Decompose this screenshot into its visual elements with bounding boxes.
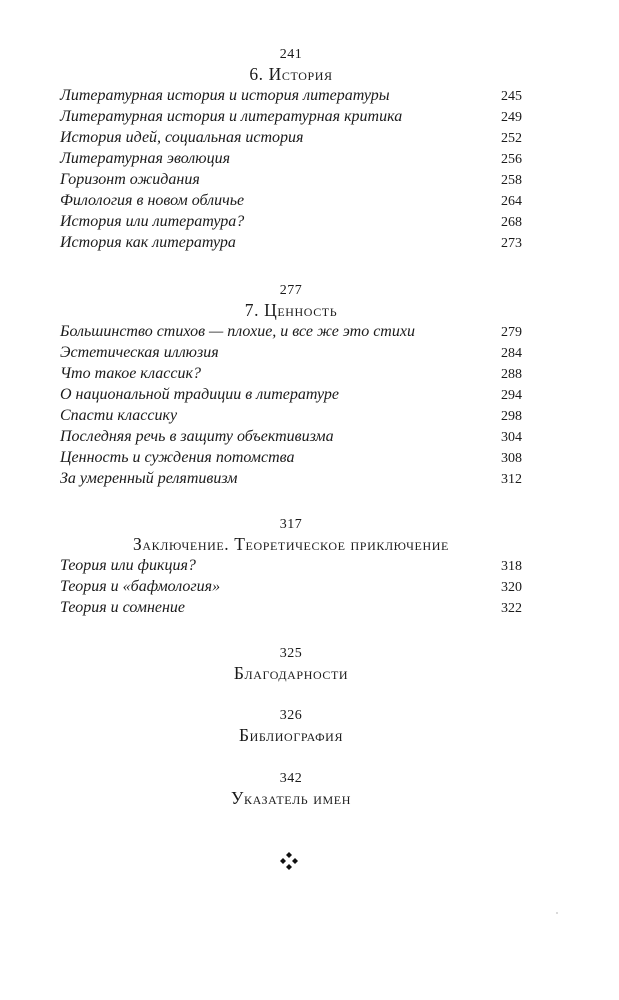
toc-entry-title: За умеренный релятивизм — [60, 470, 238, 487]
toc-section-value — [60, 283, 522, 489]
toc-entry-page: 304 — [501, 430, 522, 445]
section-start-page: 325 — [279, 646, 303, 661]
toc-entry[interactable] — [60, 342, 522, 363]
toc-entry-title: Эстетическая иллюзия — [60, 344, 219, 361]
toc-entry-page: 264 — [501, 194, 522, 209]
toc-entry-page: 288 — [501, 367, 522, 382]
toc-entry-title: Литературная история и литературная критика — [60, 108, 403, 125]
section-start-page: 277 — [279, 283, 303, 298]
toc-entry-title: Теория и «бафмология» — [60, 578, 221, 595]
toc-section-history — [60, 47, 522, 253]
toc-entry[interactable] — [60, 148, 522, 169]
toc-entry-page: 252 — [501, 131, 522, 146]
toc-entry-page: 318 — [501, 559, 522, 574]
toc-entry-page: 258 — [501, 173, 522, 188]
section-heading: 7. Ценность — [244, 300, 338, 320]
toc-entry-page: 320 — [501, 580, 522, 595]
toc-entry[interactable] — [60, 468, 522, 489]
toc-entry-title: Теория или фикция? — [60, 557, 196, 574]
toc-entry-title: Что такое классик? — [60, 365, 201, 382]
toc-entry[interactable] — [60, 85, 522, 106]
toc-entry[interactable] — [60, 190, 522, 211]
toc-section-conclusion — [60, 517, 522, 618]
toc-entry[interactable] — [60, 405, 522, 426]
toc-entry-page: 268 — [501, 215, 522, 230]
toc-entry-page: 298 — [501, 409, 522, 424]
paper-speck — [556, 912, 558, 914]
section-start-page: 317 — [279, 517, 303, 532]
toc-section-bibliography[interactable] — [60, 708, 522, 746]
toc-entry[interactable] — [60, 321, 522, 342]
toc-entry[interactable] — [60, 597, 522, 618]
section-start-page: 342 — [279, 771, 303, 786]
section-heading: Указатель имен — [230, 788, 352, 808]
toc-entry-title: Литературная история и история литературы — [60, 87, 390, 104]
toc-entry-page: 312 — [501, 472, 522, 487]
toc-entry-title: История или литература? — [60, 213, 245, 230]
toc-entry[interactable] — [60, 169, 522, 190]
toc-section-acknowledgements[interactable] — [60, 646, 522, 684]
toc-entry-title: История идей, социальная история — [60, 129, 304, 146]
toc-entry-title: О национальной традиции в литературе — [60, 386, 339, 403]
toc-entry[interactable] — [60, 426, 522, 447]
toc-section-name-index[interactable] — [60, 771, 522, 809]
section-heading: Заключение. Теоретическое приключение — [133, 534, 449, 554]
section-heading: 6. История — [249, 64, 333, 84]
toc-entry-title: Литературная эволюция — [60, 150, 230, 167]
toc-entry[interactable] — [60, 384, 522, 405]
toc-entry-title: Спасти классику — [60, 407, 178, 424]
toc-entry[interactable] — [60, 106, 522, 127]
section-start-page: 326 — [279, 708, 303, 723]
four-diamond-fleuron-icon — [279, 851, 299, 871]
toc-entry-title: Большинство стихов — плохие, и все же это стихи — [60, 323, 415, 340]
toc-entry[interactable] — [60, 447, 522, 468]
toc-entry-page: 322 — [501, 601, 522, 616]
toc-entry-title: Ценность и суждения потомства — [60, 449, 295, 466]
section-heading: Библиография — [238, 725, 344, 745]
toc-entry-page: 273 — [501, 236, 522, 251]
toc-entry[interactable] — [60, 232, 522, 253]
toc-entry-page: 245 — [501, 89, 522, 104]
toc-entry-page: 294 — [501, 388, 522, 403]
toc-entry[interactable] — [60, 576, 522, 597]
toc-entry[interactable] — [60, 211, 522, 232]
toc-list — [60, 321, 522, 489]
toc-entry-title: Теория и сомнение — [60, 599, 186, 616]
toc-entry-title: Филология в новом обличье — [60, 192, 245, 209]
toc-entry-page: 249 — [501, 110, 522, 125]
toc-entry[interactable] — [60, 555, 522, 576]
toc-entry-page: 284 — [501, 346, 522, 361]
toc-list — [60, 555, 522, 618]
toc-entry-page: 308 — [501, 451, 522, 466]
toc-entry-title: История как литература — [60, 234, 236, 251]
section-start-page: 241 — [279, 47, 303, 62]
toc-entry-title: Горизонт ожидания — [60, 171, 200, 188]
section-heading: Благодарности — [233, 663, 349, 683]
toc-entry[interactable] — [60, 127, 522, 148]
toc-entry-page: 279 — [501, 325, 522, 340]
toc-entry-title: Последняя речь в защиту объективизма — [60, 428, 334, 445]
toc-list — [60, 85, 522, 253]
toc-entry-page: 256 — [501, 152, 522, 167]
toc-entry[interactable] — [60, 363, 522, 384]
